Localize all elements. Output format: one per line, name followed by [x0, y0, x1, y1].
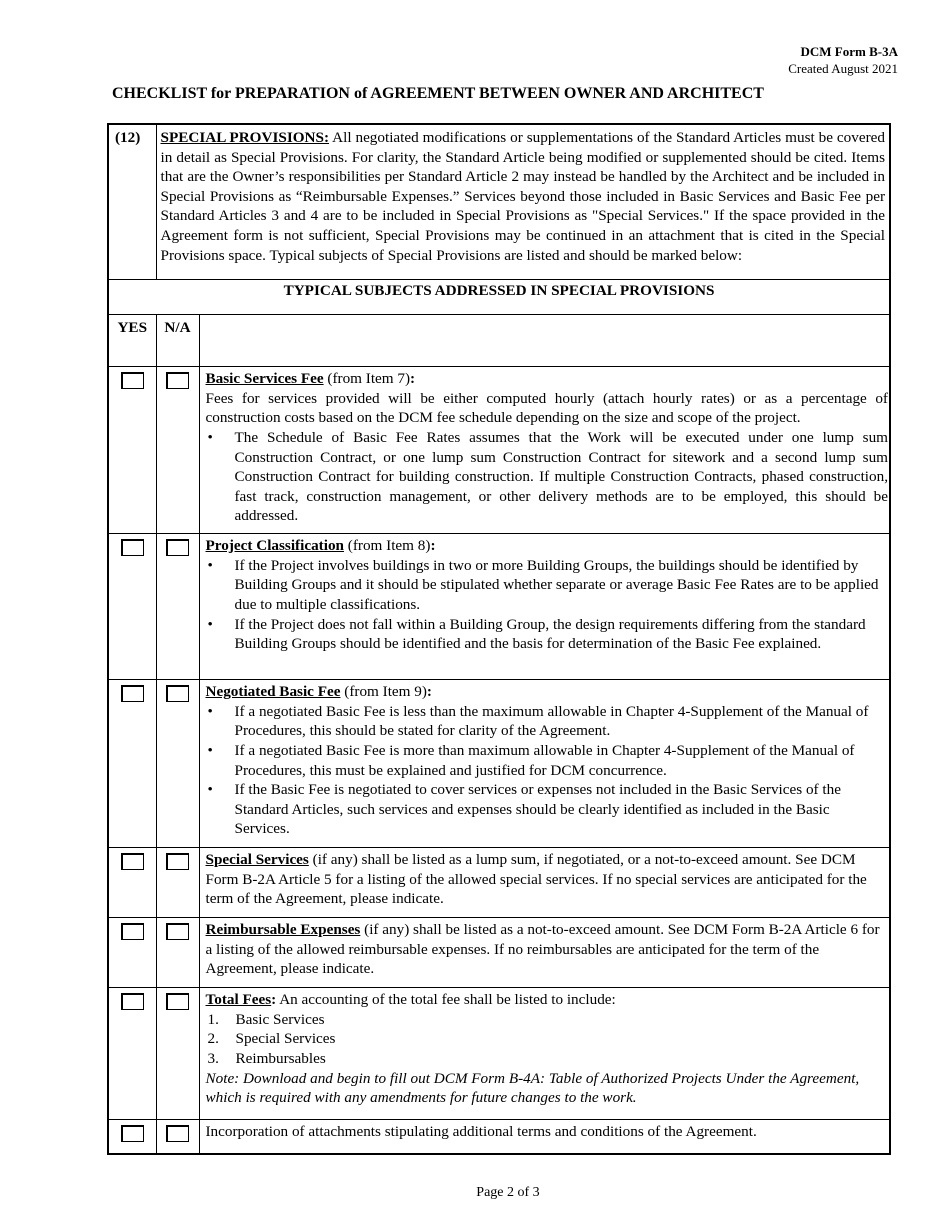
bullet-item: • If the Project involves buildings in two or more Building Groups, the buildings should be identified by Building Groups and it should be stipulated whether separate or average Basic Fee Rates are to be applied due to multiple classifications.: [206, 556, 889, 615]
item-intro-text: All negotiated modifications or supplementations of the Standard Articles must be covered in detail as Special Provisions. For clarity, the Standard Article being modified or supplemented should be cited. Items that are the Owner’s responsibilities per Standard Article 2 may instead be handled by the Architect and be included in Special Provisions as “Reimbursable Expenses.” Services beyond those included in Basic Services and Basic Fee per Standard Articles 3 and 4 are to be included in Special Provisions as "Special Services." If the space provided in the Agreement form is not sufficient, Special Provisions may be continued in an attachment that is cited in the Special Provisions space. Typical subjects of Special Provisions are listed and should be marked below:: [160, 129, 885, 264]
item-label: Basic Services: [235, 1010, 325, 1028]
item-number: (12): [108, 124, 156, 280]
numbered-item: [206, 1029, 889, 1049]
yes-checkbox[interactable]: [121, 372, 144, 389]
document-title: CHECKLIST for PREPARATION of AGREEMENT BETWEEN OWNER AND ARCHITECT: [112, 85, 764, 102]
item-label: Special Services: [235, 1030, 336, 1048]
column-header-row: [108, 315, 890, 367]
row-title: Basic Services Fee: [205, 370, 324, 388]
created-date: Created August 2021: [788, 61, 898, 76]
na-checkbox[interactable]: [166, 685, 189, 702]
checklist-row-project-classification: [108, 534, 890, 680]
item-heading: SPECIAL PROVISIONS:: [160, 129, 330, 146]
checklist-row-attachments: [108, 1120, 890, 1154]
na-checkbox[interactable]: [166, 539, 189, 556]
na-checkbox[interactable]: [166, 1125, 189, 1142]
row-note: Note: Download and begin to fill out DCM Form B-4A: Table of Authorized Projects Under the Agreement, which is required with any amendments for future changes to the work.: [205, 1069, 860, 1107]
bullet-item: • If a negotiated Basic Fee is more than maximum allowable in Chapter 4-Supplement of the Manual of Procedures, this must be explained and justified for DCM concurrence.: [206, 741, 889, 780]
row-colon: :: [426, 683, 432, 701]
yes-checkbox[interactable]: [121, 923, 144, 940]
yes-checkbox[interactable]: [121, 539, 144, 556]
row-colon: :: [410, 370, 416, 388]
intro-row: [108, 124, 890, 280]
checklist-row-basic-services-fee: [108, 367, 890, 534]
yes-column-header: YES: [108, 315, 156, 367]
checklist-row-negotiated-basic-fee: [108, 680, 890, 848]
subheading: TYPICAL SUBJECTS ADDRESSED IN SPECIAL PROVISIONS: [108, 280, 890, 315]
na-checkbox[interactable]: [166, 923, 189, 940]
yes-checkbox[interactable]: [121, 853, 144, 870]
row-text: An accounting of the total fee shall be listed to include:: [276, 991, 616, 1009]
row-title: Total Fees: [205, 991, 272, 1009]
row-text: (if any) shall be listed as a not-to-exceed amount. See DCM Form B-2A Article 6 for a listing of the allowed reimbursable expenses. If no reimbursables are anticipated for the term of the Agreement, please indicate.: [205, 921, 880, 978]
bullet-item: • If the Project does not fall within a Building Group, the design requirements differing from the standard Building Groups should be identified and the basis for determination of the Basic Fee explained.: [206, 615, 889, 654]
na-checkbox[interactable]: [166, 853, 189, 870]
row-ref: (from Item 7): [323, 370, 411, 388]
empty-header-cell: [199, 315, 890, 367]
form-id: DCM Form B-3A: [800, 44, 898, 59]
bullet-item: • If a negotiated Basic Fee is less than the maximum allowable in Chapter 4-Supplement of the Manual of Procedures, this should be stated for clarity of the Agreement.: [206, 702, 889, 741]
item-index: 2.: [207, 1030, 219, 1048]
bullet-item: • If the Basic Fee is negotiated to cover services or expenses not included in the Basic Services of the Standard Articles, such services and expenses should be clearly identified as included in the Basic Services.: [206, 780, 889, 839]
numbered-item: [206, 1049, 889, 1069]
na-column-header: N/A: [156, 315, 199, 367]
checklist-row-reimbursable-expenses: [108, 918, 890, 988]
page-number: Page 2 of 3: [476, 1185, 540, 1200]
item-index: 3.: [207, 1049, 219, 1067]
item-index: 1.: [207, 1010, 219, 1028]
row-ref: (from Item 9): [340, 683, 427, 701]
item-label: Reimbursables: [235, 1049, 326, 1067]
na-checkbox[interactable]: [166, 372, 189, 389]
row-text: (if any) shall be listed as a lump sum, if negotiated, or a not-to-exceed amount. See DCM Form B-2A Article 5 for a listing of the allowed special services. If no special services are anticipated for the term of the Agreement, please indicate.: [205, 851, 867, 908]
checklist-row-special-services: [108, 848, 890, 918]
checklist-row-total-fees: [108, 988, 890, 1120]
row-title: Special Services: [205, 851, 309, 869]
bullet-item: • The Schedule of Basic Fee Rates assumes that the Work will be executed under one lump sum Construction Contract, or one lump sum Construction Contract for sitework and a second lump sum Construction Contract for building construction. If multiple Construction Contracts, phased construction, fast track, construction management, or other delivery methods are to be employed, this should be addressed.: [206, 428, 889, 526]
na-checkbox[interactable]: [166, 993, 189, 1010]
yes-checkbox[interactable]: [121, 685, 144, 702]
special-provisions-table: [107, 123, 891, 1155]
item-intro: [156, 124, 890, 280]
row-title: Project Classification: [205, 537, 344, 555]
row-colon: :: [430, 537, 436, 555]
row-title: Reimbursable Expenses: [205, 921, 361, 939]
numbered-item: [206, 1010, 889, 1030]
row-text: Incorporation of attachments stipulating additional terms and conditions of the Agreement.: [199, 1120, 890, 1154]
yes-checkbox[interactable]: [121, 993, 144, 1010]
row-text: Fees for services provided will be either computed hourly (attach hourly rates) or as a percentage of construction costs based on the DCM fee schedule depending on the size and scope of the project.: [205, 389, 888, 427]
subheading-row: [108, 280, 890, 315]
row-colon: :: [271, 991, 277, 1009]
row-title: Negotiated Basic Fee: [205, 683, 341, 701]
yes-checkbox[interactable]: [121, 1125, 144, 1142]
row-ref: (from Item 8): [343, 537, 431, 555]
